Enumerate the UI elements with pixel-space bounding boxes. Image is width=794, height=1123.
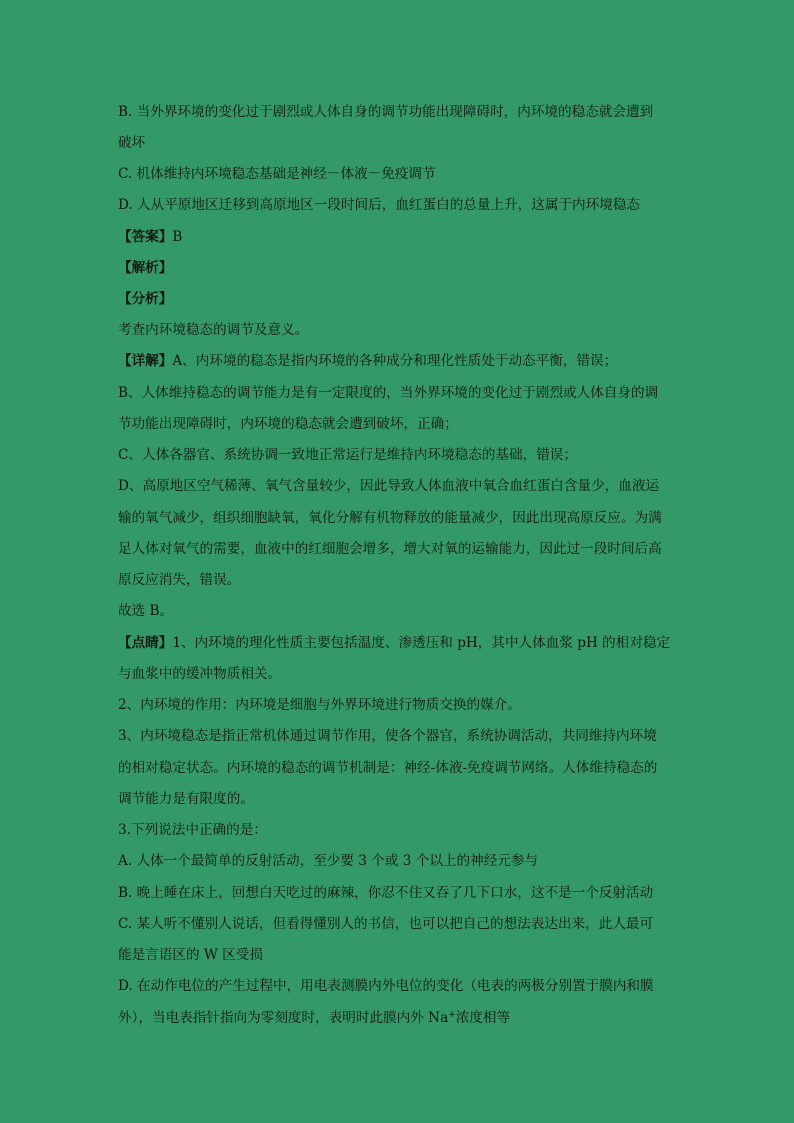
detail-d3: 足人体对氧气的需要，血液中的红细胞会增多，增大对氧的运输能力，因此过一段时间后高 [118,541,662,557]
q3-option-a: A. 人体一个最简单的反射活动，至少要 3 个或 3 个以上的神经元参与 [118,853,539,869]
q3-stem: 3.下列说法中正确的是： [118,822,267,838]
detail-d2: 输的氧气减少，组织细胞缺氧，氧化分解有机物释放的能量减少，因此出现高原反应。为满 [118,510,662,526]
detail-b2: 节功能出现障碍时，内环境的稳态就会遭到破坏，正确； [118,416,458,432]
q3-option-b: B. 晚上睡在床上，回想白天吃过的麻辣，你忍不住又吞了几下口水，这不是一个反射活动 [118,885,654,901]
answer-label: 【答案】 [118,229,173,245]
q2-option-b: B. 当外界环境的变化过于剧烈或人体自身的调节功能出现障碍时，内环境的稳态就会遭到 [118,104,654,120]
detail-c: C、人体各器官、系统协调一致地正常运行是维持内环境稳态的基础，错误； [118,447,577,463]
tip-1a-line [118,634,670,652]
fenxi-label: 【分析】 [118,291,173,307]
q2-option-d: D. 人从平原地区迁移到高原地区一段时间后，血红蛋白的总量上升，这属于内环境稳态 [118,197,641,213]
tip-1a: 1、内环境的理化性质主要包括温度、渗透压和 pH，其中人体血浆 pH 的相对稳定 [172,635,671,651]
q3-option-d2-pre: 外），当电表指针指向为零刻度时，表明时此膜内外 Na [118,1010,449,1026]
answer-value: B [172,229,183,245]
tip-2: 2、内环境的作用：内环境是细胞与外界环境进行物质交换的媒介。 [118,697,521,713]
q2-option-b-cont: 破坏 [118,135,146,151]
jiexi-label: 【解析】 [118,260,173,276]
detail-b1: B、人体维持稳态的调节能力是有一定限度的，当外界环境的变化过于剧烈或人体自身的调 [118,385,659,401]
q3-option-d1: D. 在动作电位的产生过程中，用电表测膜内外电位的变化（电表的两极分别置于膜内和膜 [118,978,654,994]
tip-label: 【点睛】 [118,635,173,651]
detail-a-line [118,352,617,370]
q2-option-c: C. 机体维持内环境稳态基础是神经－体液－免疫调节 [118,166,436,182]
q3-option-c1: C. 某人听不懂别人说话，但看得懂别人的书信，也可以把自己的想法表达出来，此人最可 [118,916,654,932]
q3-option-d2-sup: + [448,1010,456,1020]
tip-1b: 与血浆中的缓冲物质相关。 [118,666,282,682]
tip-3a: 3、内环境稳态是指正常机体通过调节作用，使各个器官，系统协调活动，共同维持内环境 [118,728,657,744]
detail-a: A、内环境的稳态是指内环境的各种成分和理化性质处于动态平衡，错误； [172,353,618,369]
detail-d1: D、高原地区空气稀薄、氧气含量较少，因此导致人体血液中氧合血红蛋白含量少，血液运 [118,478,660,494]
detail-label: 【详解】 [118,353,173,369]
conclusion: 故选 B。 [118,603,174,619]
detail-d4: 原反应消失，错误。 [118,572,241,588]
tip-3b: 的相对稳定状态。内环境的稳态的调节机制是：神经-体液-免疫调节网络。人体维持稳态的 [118,760,658,776]
answer-line [118,228,182,246]
q3-option-d2-post: 浓度相等 [455,1010,511,1026]
fenxi-text: 考查内环境稳态的调节及意义。 [118,322,309,338]
tip-3c: 调节能力是有限度的。 [118,791,254,807]
q3-option-c2: 能是言语区的 W 区受损 [118,947,263,963]
q3-option-d2 [118,1009,510,1027]
